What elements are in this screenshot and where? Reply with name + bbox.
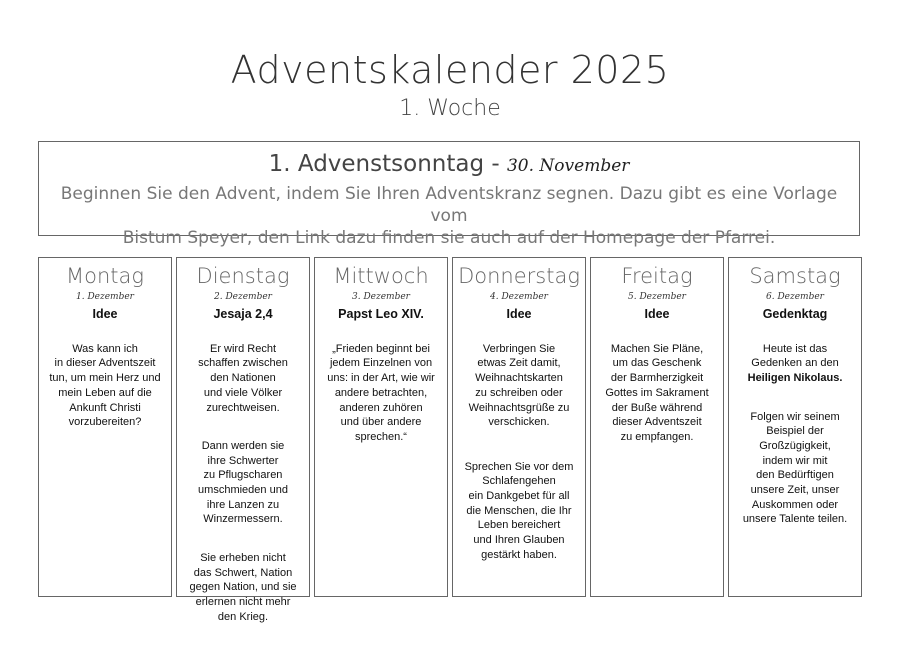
day-card-samstag <box>728 257 862 597</box>
day-paragraph: „Frieden beginnt bei jedem Einzelnen von uns: in der Art, wie wir andere betrachten, anderen zuhören und über andere sprechen.“ <box>327 342 435 443</box>
day-paragraph: Verbringen Sie etwas Zeit damit, Weihnachtskarten zu schreiben oder Weihnachtsgrüße zu verschicken. <box>468 342 570 429</box>
day-name: Montag <box>66 264 144 288</box>
day-text <box>315 327 447 468</box>
day-paragraph: Sprechen Sie vor dem Schlafengehen ein Dankgebet für all die Menschen, die Ihr Leben bereichert und Ihren Glauben gestärkt haben. <box>464 460 574 561</box>
day-paragraph: Er wird Recht schaffen zwischen den Nationen und viele Völker zurechtweisen. <box>198 342 288 414</box>
day-date: 4. Dezember <box>490 292 548 302</box>
day-heading: Gedenktag <box>762 307 828 321</box>
day-card-montag <box>38 257 172 597</box>
day-heading: Idee <box>644 307 670 321</box>
day-name: Mittwoch <box>333 264 429 288</box>
sunday-text-line-2: Bistum Speyer, den Link dazu finden sie auch auf der Homepage der Pfarrei. <box>122 228 776 248</box>
sunday-text-line-1: Beginnen Sie den Advent, indem Sie Ihren Adventskranz segnen. Dazu gibt es eine Vorlage vom <box>60 184 838 226</box>
day-paragraph: Folgen wir seinem Beispiel der Großzügigkeit, indem wir mit den Bedürftigen unsere Zeit, unser Auskommen oder unsere Talente teilen. <box>742 410 848 526</box>
day-paragraph: Machen Sie Pläne, um das Geschenk der Barmherzigkeit Gottes im Sakrament der Buße während dieser Adventszeit zu empfangen. <box>605 342 709 443</box>
page-subtitle: 1. Woche <box>399 96 501 121</box>
day-heading: Papst Leo XIV. <box>338 307 424 321</box>
day-name: Samstag <box>749 264 841 288</box>
day-text <box>39 327 171 454</box>
day-card-mittwoch <box>314 257 448 597</box>
day-name: Dienstag <box>196 264 290 288</box>
day-date: 3. Dezember <box>352 292 410 302</box>
saint-name: Heiligen Nikolaus. <box>747 372 843 385</box>
day-text <box>591 327 723 468</box>
day-paragraph: Sie erheben nicht das Schwert, Nation gegen Nation, und sie erlernen nicht mehr den Krieg. <box>189 551 297 623</box>
day-date: 1. Dezember <box>76 292 134 302</box>
page-title: Adventskalender 2025 <box>230 48 670 92</box>
day-date: 6. Dezember <box>766 292 824 302</box>
day-card-freitag <box>590 257 724 597</box>
day-columns <box>38 257 862 623</box>
day-heading: Jesaja 2,4 <box>213 307 273 321</box>
sunday-heading-line <box>39 151 859 177</box>
day-text <box>177 327 309 648</box>
day-heading: Idee <box>92 307 118 321</box>
day-date: 5. Dezember <box>628 292 686 302</box>
day-date: 2. Dezember <box>214 292 272 302</box>
day-paragraph-text: Heute ist das Gedenken an den <box>751 342 839 370</box>
day-paragraph: Was kann ich in dieser Adventszeit tun, um mein Herz und mein Leben auf die Ankunft Christi vorzubereiten? <box>49 342 161 429</box>
sunday-heading: 1. Advenstsonntag - <box>268 151 500 177</box>
day-text <box>729 327 861 551</box>
day-card-donnerstag <box>452 257 586 597</box>
day-card-dienstag <box>176 257 310 623</box>
day-paragraph <box>735 342 855 386</box>
day-text <box>453 327 585 586</box>
day-name: Donnerstag <box>458 264 580 288</box>
day-paragraph: Dann werden sie ihre Schwerter zu Pflugscharen umschmieden und ihre Lanzen zu Winzermessern. <box>198 439 288 526</box>
sunday-text <box>59 183 839 249</box>
day-heading: Idee <box>506 307 532 321</box>
day-name: Freitag <box>621 264 693 288</box>
sunday-date: 30. November <box>506 156 630 176</box>
sunday-box <box>38 141 860 248</box>
